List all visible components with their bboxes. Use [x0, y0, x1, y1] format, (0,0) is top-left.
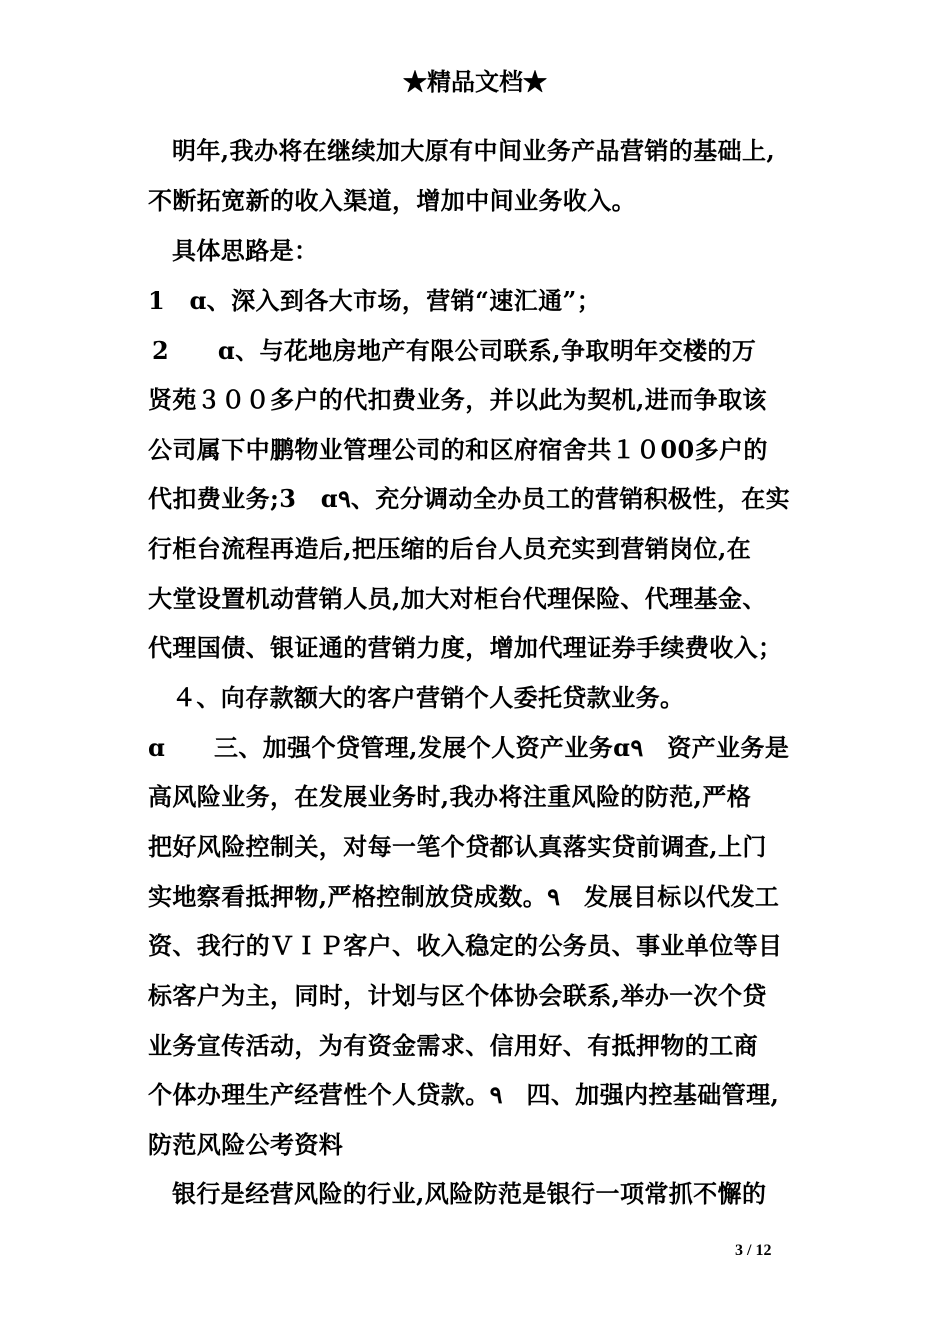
text-line: 代扣费业务;3 ɑ٩、充分调动全办员工的营销积极性，在实	[148, 484, 791, 513]
text-line: 贤苑３００多户的代扣费业务，并以此为契机,进而争取该	[148, 385, 767, 414]
text-line: 实地察看抵押物,严格控制放贷成数。٩ 发展目标以代发工	[148, 882, 780, 911]
page-number: 3 / 12	[735, 1242, 772, 1259]
text-line: ɑ 三、加强个贷管理,发展个人资产业务ɑ٩ 资产业务是	[148, 733, 790, 762]
text-line: 2 ɑ、与花地房地产有限公司联系,争取明年交楼的万	[152, 336, 757, 365]
text-line: 业务宣传活动，为有资金需求、信用好、有抵押物的工商	[148, 1031, 758, 1060]
text-line: 1 ɑ、深入到各大市场，营销“速汇通”；	[148, 286, 602, 315]
text-line: 具体思路是：	[172, 236, 319, 265]
page-header-title: ★精品文档★	[403, 67, 547, 96]
text-line: 公司属下中鹏物业管理公司的和区府宿舍共１０00多户的	[148, 435, 768, 464]
text-line: 防范风险公考资料	[148, 1130, 344, 1159]
text-line: 大堂设置机动营销人员,加大对柜台代理保险、代理基金、	[148, 584, 767, 613]
text-line: 个体办理生产经营性个人贷款。٩ 四、加强内控基础管理,	[148, 1080, 780, 1109]
text-line: 银行是经营风险的行业,风险防范是银行一项常抓不懈的	[172, 1179, 767, 1208]
text-line: 高风险业务，在发展业务时,我办将注重风险的防范,严格	[148, 782, 752, 811]
text-line: 把好风险控制关，对每一笔个贷都认真落实贷前调查,上门	[148, 832, 767, 861]
text-line: ４、向存款额大的客户营销个人委托贷款业务。	[172, 683, 685, 712]
text-line: 标客户为主，同时，计划与区个体协会联系,举办一次个贷	[148, 981, 767, 1010]
text-line: 资、我行的ＶＩＰ客户、收入稳定的公务员、事业单位等目	[148, 931, 783, 960]
text-line: 代理国债、银证通的营销力度，增加代理证券手续费收入；	[148, 633, 783, 662]
text-line: 行柜台流程再造后,把压缩的后台人员充实到营销岗位,在	[148, 534, 752, 563]
text-line: 明年,我办将在继续加大原有中间业务产品营销的基础上,	[172, 136, 776, 165]
text-line: 不断拓宽新的收入渠道，增加中间业务收入。	[148, 186, 636, 215]
